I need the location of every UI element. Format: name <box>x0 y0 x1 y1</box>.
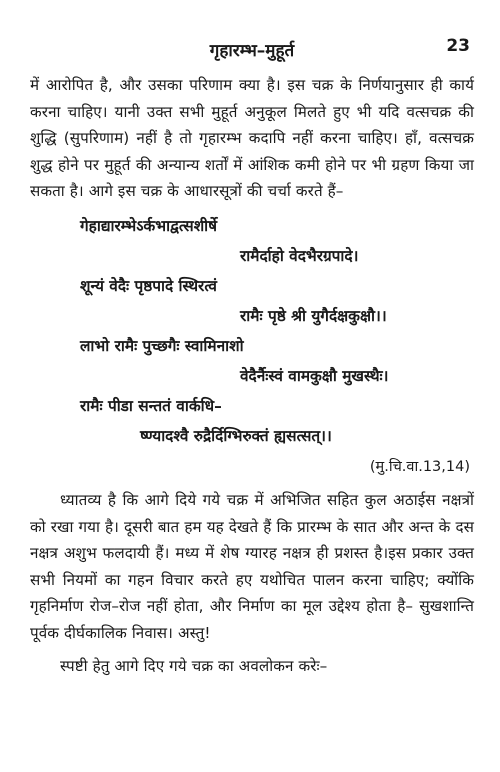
paragraph-2: ध्यातव्य है कि आगे दिये गये चक्र में अभिजित सहित कुल अठाईस नक्षत्रों को रखा गया है। दूसरी बात हम यह देखते हैं कि प्रारम्भ के सात और अन्त के दस नक्षत्र अशुभ फलदायी हैं। मध्य में शेष ग्यारह नक्षत्र ही प्रशस्त है।इस प्रकार उक्त सभी नियमों का गहन विचार करते हए यथोचित पालन करना चाहिए; क्योंकि गृहनिर्माण रोज–रोज नहीं होता, और निर्माण का मूल उद्देश्य होता है– सुखशान्ति पूर्वक दीर्घकालिक निवास। अस्तु! <box>30 490 474 642</box>
verse-line: गेहाद्यारम्भेऽर्कभाद्वत्सशीर्षे <box>80 216 218 235</box>
page-number: 23 <box>446 36 470 56</box>
paragraph-1: में आरोपित है, और उसका परिणाम क्या है। इस चक्र के निर्णयानुसार ही कार्य करना चाहिए। यानी उक्त सभी मुहूर्त अनुकूल मिलते हुए भी यदि वत्सचक्र की शुद्धि (सुपरिणाम) नहीं है तो गृहारम्भ कदापि नहीं करना चाहिए। हाँ, वत्सचक्र शुद्ध होने पर मुहूर्त की अन्यान्य शर्तों में आंशिक कमी होने पर भी ग्रहण किया जा सकता है। आगे इस चक्र के आधारसूत्रों की चर्चा करते हैं– <box>30 76 474 201</box>
verse-line: लाभो रामैः पुच्छगैः स्वामिनाशो <box>80 336 244 355</box>
page-title: गृहारम्भ–मुहूर्त <box>209 41 295 61</box>
verse-line: रामैर्दाहो वेदभैरग्रपादे। <box>240 246 359 265</box>
verse-line: शून्यं वेदैः पृष्ठपादे स्थिरत्वं <box>80 276 217 295</box>
sanskrit-verse <box>30 211 474 451</box>
verse-line: ष्ण्यादश्वै रुद्रैर्दिग्भिरुक्तं ह्यसत्सत्।। <box>140 426 332 445</box>
verse-line: रामैः पीडा सन्ततं वार्कधि– <box>80 396 222 415</box>
verse-reference: (मु.चि.वा.13,14) <box>369 458 470 475</box>
page-header <box>30 30 474 60</box>
paragraph-3: स्पष्टी हेतु आगे दिए गये चक्र का अवलोकन करेः– <box>60 656 328 675</box>
verse-line: रामैः पृष्ठे श्री युगैर्दक्षकुक्षौ।। <box>240 306 387 325</box>
verse-line: वेदैर्नैःस्वं वामकुक्षौ मुखस्थैः। <box>240 366 389 385</box>
